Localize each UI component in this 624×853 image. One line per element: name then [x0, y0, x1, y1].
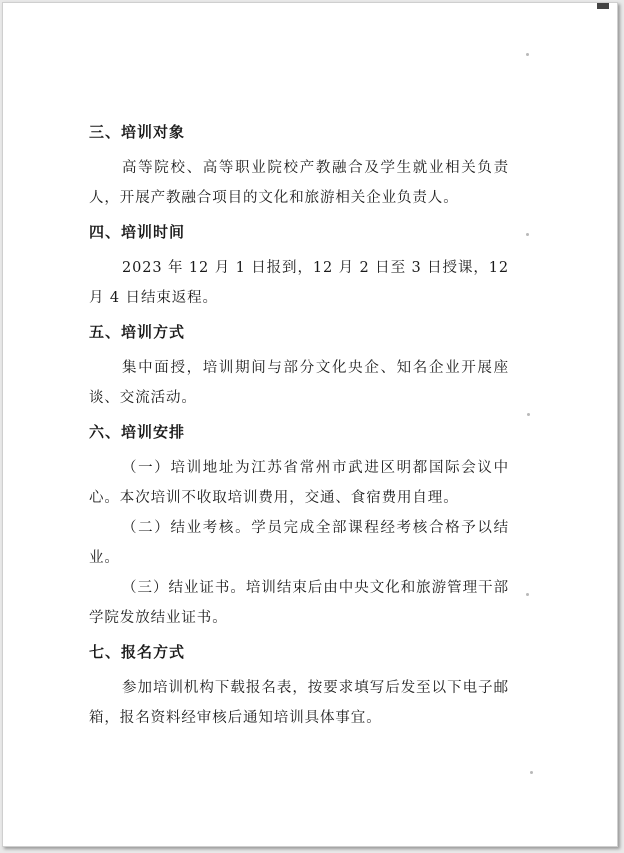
scan-speck [530, 771, 533, 774]
section-heading: 四、培训时间 [89, 223, 186, 241]
scan-speck [526, 53, 529, 56]
section-paragraph: 集中面授，培训期间与部分文化央企、知名企业开展座谈、交流活动。 [89, 360, 509, 406]
section-training-method [89, 319, 509, 413]
section-heading: 六、培训安排 [89, 423, 186, 441]
section-paragraph: （一）培训地址为江苏省常州市武进区明都国际会议中心。本次培训不收取培训费用，交通、食宿费用自理。 [89, 460, 509, 506]
section-paragraph: 2023 年 12 月 1 日报到，12 月 2 日至 3 日授课，12 月 4 日结束返程。 [89, 260, 509, 306]
scan-speck [526, 233, 529, 236]
document-body [89, 119, 509, 739]
section-training-time [89, 219, 509, 313]
section-heading: 三、培训对象 [89, 123, 186, 141]
section-registration-method [89, 639, 509, 733]
document-page [2, 2, 618, 847]
section-paragraph: （二）结业考核。学员完成全部课程经考核合格予以结业。 [89, 520, 509, 566]
section-paragraph: （三）结业证书。培训结束后由中央文化和旅游管理干部学院发放结业证书。 [89, 580, 509, 626]
scan-speck [526, 593, 529, 596]
section-training-target [89, 119, 509, 213]
section-heading: 五、培训方式 [89, 323, 186, 341]
section-heading: 七、报名方式 [89, 643, 186, 661]
section-paragraph: 高等院校、高等职业院校产教融合及学生就业相关负责人，开展产教融合项目的文化和旅游相关企业负责人。 [89, 160, 509, 206]
scan-corner-mark [597, 3, 609, 9]
section-training-arrangement [89, 419, 509, 633]
section-paragraph: 参加培训机构下载报名表，按要求填写后发至以下电子邮箱，报名资料经审核后通知培训具体事宜。 [89, 680, 509, 726]
scan-speck [527, 413, 530, 416]
